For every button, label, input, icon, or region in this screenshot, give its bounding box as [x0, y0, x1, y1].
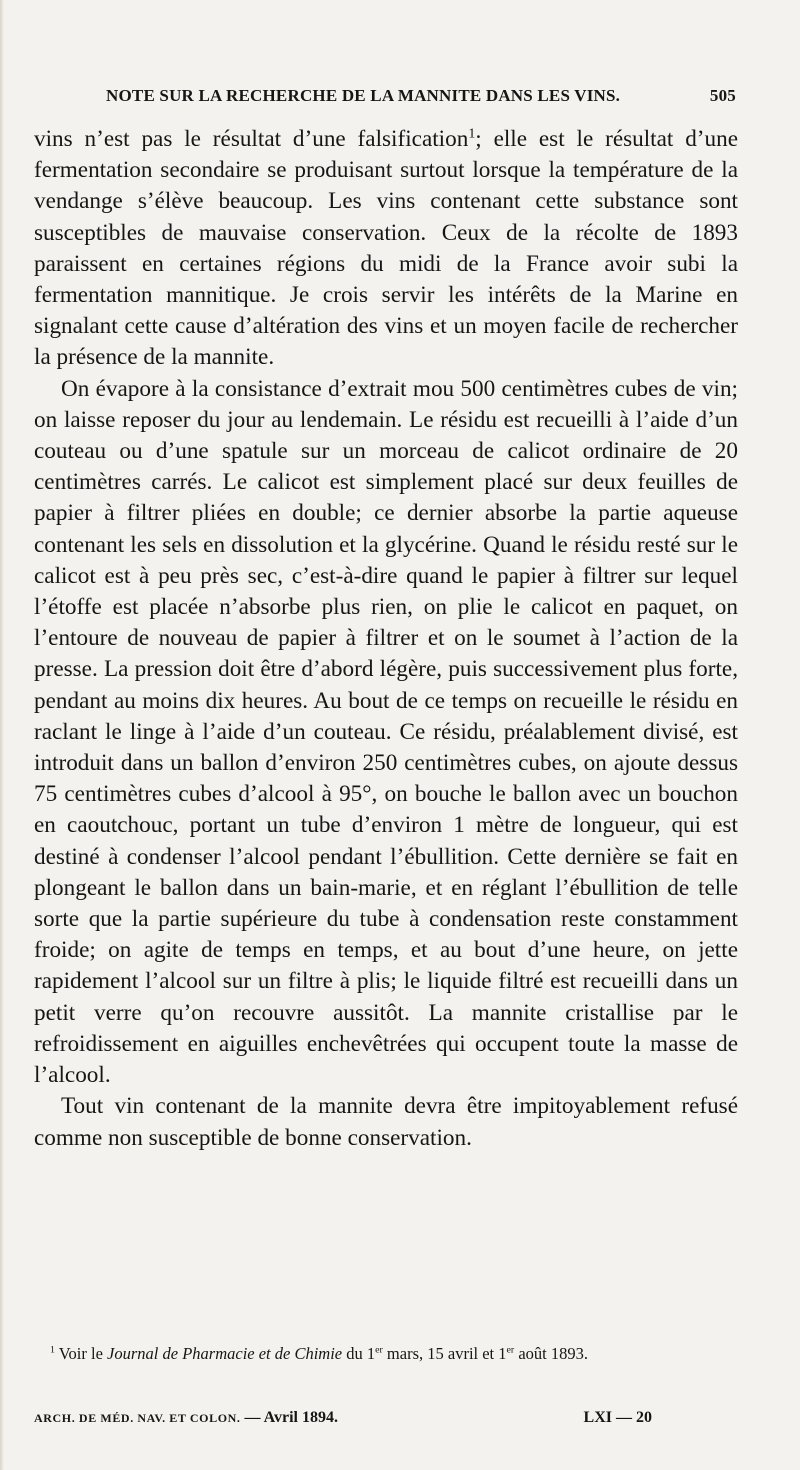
footnote-prefix: Voir le	[58, 1344, 103, 1363]
footnote-dates: mars, 15 avril et 1	[386, 1344, 507, 1363]
footnote-mid: du 1	[346, 1344, 376, 1363]
footnote	[34, 1342, 738, 1365]
footer-dash: —	[244, 1409, 261, 1426]
paragraph-3: Tout vin contenant de la mannite devra être impitoyablement refusé comme non susceptible de bonne conservation.	[34, 1093, 738, 1151]
running-head-title: NOTE SUR LA RECHERCHE DE LA MANNITE DANS LES VINS.	[106, 86, 621, 105]
page-gutter-shadow	[0, 0, 4, 1470]
running-head	[66, 86, 736, 112]
footnote-ordinal-2: er	[506, 1344, 515, 1356]
paragraph-2: On évapore à la consistance d’extrait mou 500 centimètres cubes de vin; on laisse reposer du jour au lendemain. Le résidu est recueilli à l’aide d’un couteau ou d’une spatule sur un morceau de calicot ordinaire de 20 centimètres carrés. Le calicot est simplement placé sur deux feuilles de papier à filtrer pliées en double; ce dernier absorbe la partie aqueuse contenant les sels en dissolution et la glycérine. Quand le résidu resté sur le calicot est à peu près sec, c’est-à-dire quand le papier à filtrer sur lequel l’étoffe est placée n’absorbe plus rien, on plie le calicot en paquet, on l’entoure de nouveau de papier à filtrer et on le soumet à l’action de la presse. La pression doit être d’abord légère, puis successivement plus forte, pendant au moins dix heures. Au bout de ce temps on recueille le résidu en raclant le linge à l’aide d’un couteau. Ce résidu, préalablement divisé, est introduit dans un ballon d’environ 250 centimètres cubes, on ajoute dessus 75 centimètres cubes d’alcool à 95°, on bouche le ballon avec un bouchon en caoutchouc, portant un tube d’environ 1 mètre de longueur, qui est destiné à condenser l’alcool pendant l’ébullition. Cette dernière se fait en plongeant le ballon dans un bain-marie, et en réglant l’ébullition de telle sorte que la partie supérieure du tube à condensation reste constamment froide; on agite de temps en temps, et au bout d’une heure, on jette rapidement l’alcool sur un filtre à plis; le liquide filtré est recueilli dans un petit verre qu’on recouvre aussitôt. La mannite cristallise par le refroidissement en aiguilles enchevêtrées qui occupent toute la masse de l’alcool.	[34, 375, 738, 1089]
footer-journal-abbrev: ARCH. DE MÉD. NAV. ET COLON.	[34, 1411, 241, 1425]
footer-signature: LXI — 20	[583, 1409, 652, 1426]
footnote-journal-title: Journal de Pharmacie et de Chimie	[107, 1344, 343, 1363]
footnote-reference: 1	[468, 126, 476, 142]
body-text	[34, 124, 738, 1154]
page-footer	[34, 1409, 734, 1431]
footer-source	[34, 1409, 338, 1427]
paragraph-1-end: ; elle est le résultat d’une fermentation secondaire se produisant surtout lorsque la température de la vendange s’élève beaucoup. Les vins contenant cette substance sont susceptibles de mauvaise conservation. Ceux de la récolte de 1893 paraissent en certaines régions du midi de la France avoir subi la fermentation mannitique. Je crois servir les intérêts de la Marine en signalant cette cause d’altération des vins et un moyen facile de rechercher la présence de la mannite.	[34, 126, 739, 371]
footnote-ordinal-1: er	[375, 1344, 383, 1356]
page-number: 505	[709, 86, 736, 105]
paragraph-1	[34, 124, 738, 374]
footnote-marker: 1	[50, 1344, 55, 1356]
footnote-suffix: août 1893.	[518, 1344, 588, 1363]
paragraph-1-start: vins n’est pas le résultat d’une falsification	[34, 126, 469, 152]
footer-date: Avril 1894.	[263, 1409, 338, 1426]
